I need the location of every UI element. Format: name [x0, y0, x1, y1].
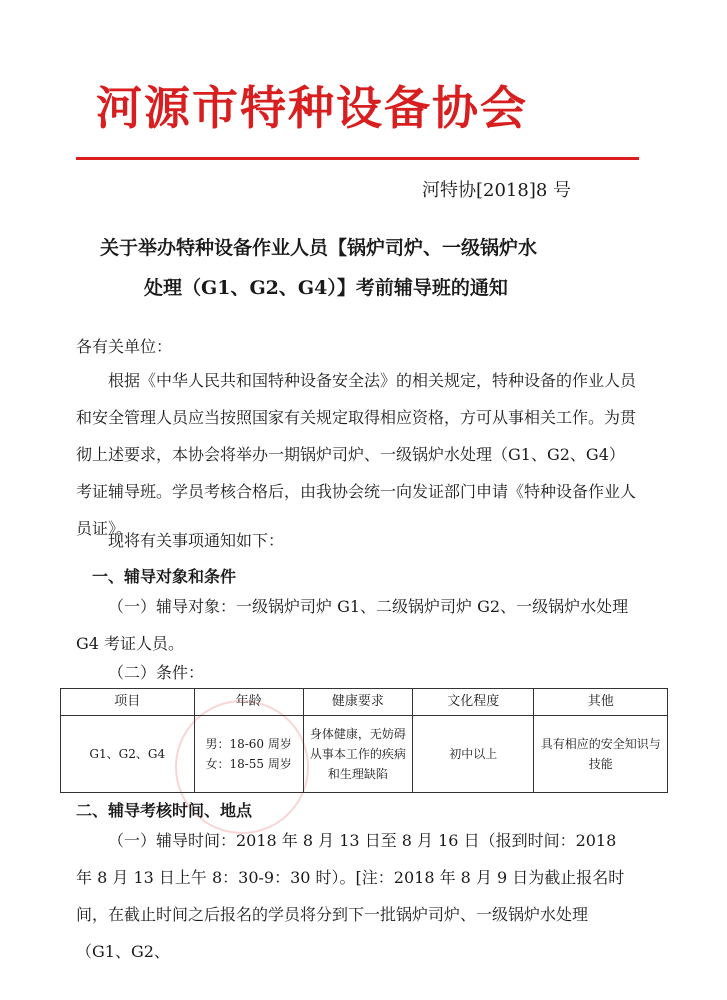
table-cell-other: 具有相应的安全知识与技能: [534, 716, 668, 793]
table-cell-education: 初中以上: [413, 716, 534, 793]
age-female: 女：18-55 周岁: [205, 757, 292, 771]
section-1-heading: 一、辅导对象和条件: [92, 567, 237, 586]
intro-paragraph: 根据《中华人民共和国特种设备安全法》的相关规定，特种设备的作业人员和安全管理人员应当按照国家有关规定取得相应资格，方可从事相关工作。为贯彻上述要求，本协会将举办一期锅炉司炉、一级锅炉水处理（G1、G2、G4）考证辅导班。学员考核合格后，由我协会统一向发证部门申请《特种设备作业人员证》。: [76, 371, 637, 538]
table-header-cell: 其他: [534, 689, 668, 716]
table-cell-health: 身体健康，无妨碍从事本工作的疾病和生理缺陷: [303, 716, 412, 793]
notice-line: 现将有关事项通知如下：: [108, 531, 285, 550]
document-number: 河特协[2018]8 号: [422, 180, 572, 201]
table-header-cell: 文化程度: [413, 689, 534, 716]
section-2-heading: 二、辅导考核时间、地点: [76, 801, 253, 820]
table-cell-age: [194, 716, 303, 793]
table-header-row: [61, 689, 668, 716]
age-male: 男：18-60 周岁: [205, 737, 292, 751]
requirements-table: [60, 688, 668, 793]
table-header-cell: 年龄: [194, 689, 303, 716]
table-header-cell: 健康要求: [303, 689, 412, 716]
table-row: [61, 716, 668, 793]
section-2-item-1: （一）辅导时间：2018 年 8 月 13 日至 8 月 16 日（报到时间：2018 年 8 月 13 日上午 8：30-9：30 时）。[注：2018 年 8 月 9 日为截止报名时间，在截止时间之后报名的学员将分到下一批锅炉司炉、一级锅炉水处理（G1、G2、: [76, 831, 625, 961]
section-1-item-1: （一）辅导对象：一级锅炉司炉 G1、二级锅炉司炉 G2、一级锅炉水处理 G4 考证人员。: [76, 597, 629, 653]
letterhead-divider: [76, 157, 639, 160]
table-cell-item: G1、G2、G4: [61, 716, 195, 793]
document-subject: [100, 228, 620, 308]
subject-line-2: 处理（G1、G2、G4）】考前辅导班的通知: [144, 277, 508, 299]
section-1-item-2: （二）条件：: [108, 663, 205, 682]
salutation: 各有关单位：: [76, 337, 173, 356]
org-letterhead-title: 河源市特种设备协会: [96, 81, 528, 135]
subject-line-1: 关于举办特种设备作业人员【锅炉司炉、一级锅炉水: [100, 237, 538, 259]
table-header-cell: 项目: [61, 689, 195, 716]
